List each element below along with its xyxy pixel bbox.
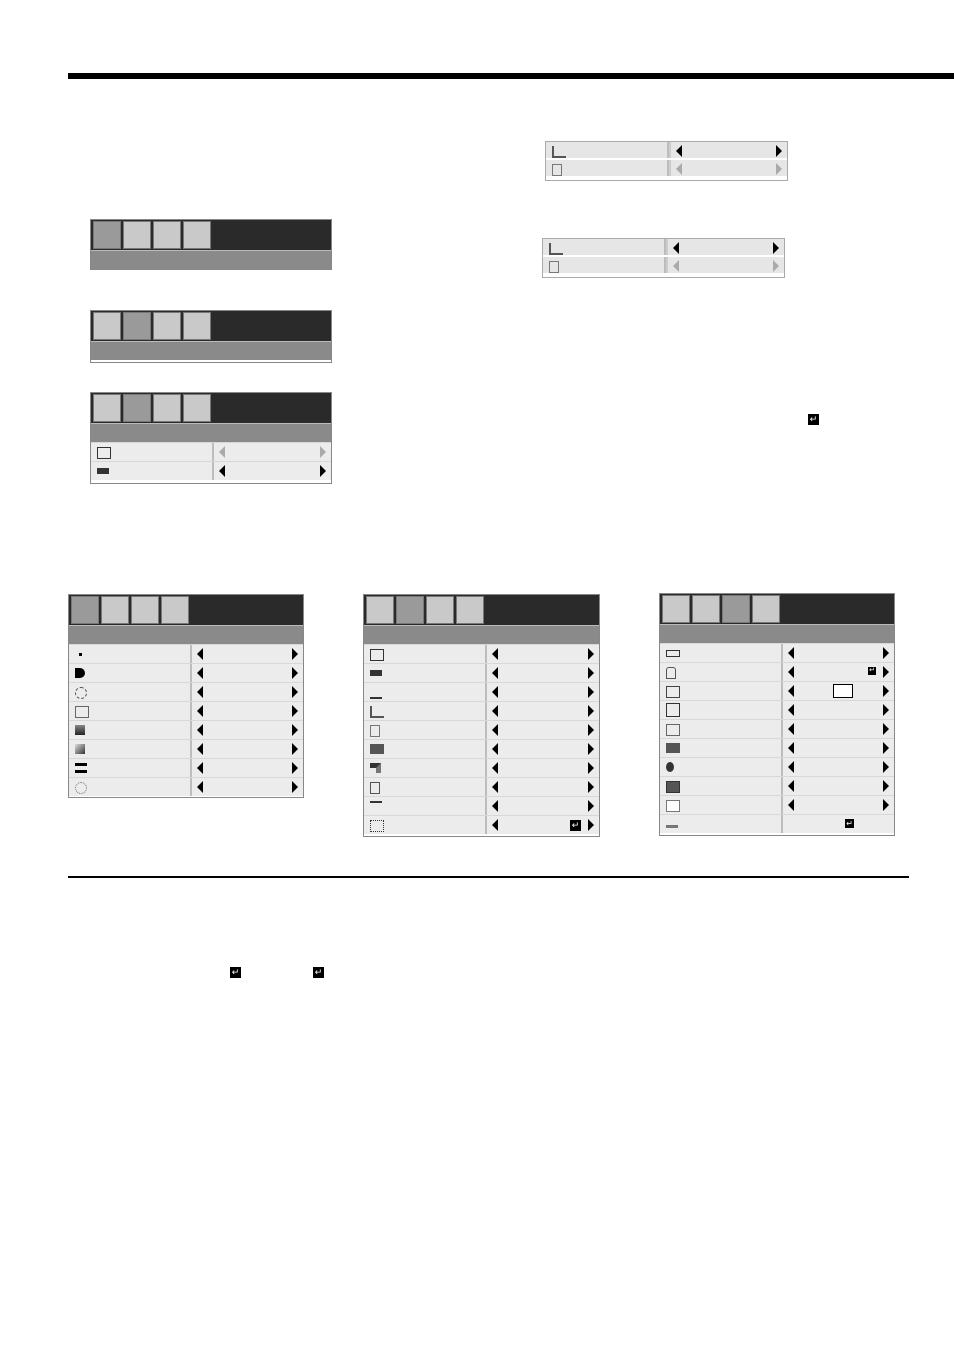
picture-adjust-icon[interactable]: [93, 312, 121, 340]
value-selector[interactable]: [669, 142, 787, 158]
row-label: [69, 759, 192, 777]
speech-bubble-icon[interactable]: [426, 596, 454, 624]
top-rule: [68, 73, 954, 79]
position-icon: [370, 649, 384, 661]
color-icon: [75, 725, 85, 735]
value-selector[interactable]: [666, 239, 784, 255]
enter-icon[interactable]: ↵: [869, 667, 875, 674]
left-arrow-icon[interactable]: [788, 742, 794, 754]
speech-bubble-icon[interactable]: [153, 221, 181, 249]
right-arrow-icon[interactable]: [588, 648, 594, 660]
value-selector[interactable]: [192, 683, 303, 701]
right-arrow-icon[interactable]: [588, 781, 594, 793]
image-position-icon[interactable]: [396, 596, 424, 624]
row-label: [543, 239, 666, 255]
left-arrow-icon[interactable]: [788, 647, 794, 659]
right-arrow-icon[interactable]: [776, 145, 782, 157]
aspect-icon: [97, 468, 109, 474]
value-selector[interactable]: [783, 758, 894, 776]
row-label: [69, 702, 192, 720]
row-label: [660, 777, 783, 795]
monitor-icon: [666, 724, 680, 736]
settings-box-icon[interactable]: [161, 596, 189, 624]
picture-adjust-icon[interactable]: [366, 596, 394, 624]
value-selector[interactable]: [666, 257, 784, 273]
right-arrow-icon[interactable]: [883, 780, 889, 792]
image-position-icon[interactable]: [101, 596, 129, 624]
color-temp-icon: [75, 706, 89, 718]
enter-icon[interactable]: ↵: [571, 820, 580, 830]
right-arrow-icon[interactable]: [773, 242, 779, 254]
lamp-icon: [666, 762, 674, 772]
picture-adjust-icon[interactable]: [662, 595, 690, 623]
row-label: [660, 739, 783, 757]
menu-image: [363, 594, 600, 837]
value-selector[interactable]: [487, 683, 599, 701]
row-label: [91, 443, 214, 461]
value-selector[interactable]: [192, 645, 303, 663]
enter-icon: ↵: [231, 967, 240, 977]
left-arrow-icon[interactable]: [673, 260, 679, 272]
value-selector[interactable]: [487, 759, 599, 777]
value-selector[interactable]: [192, 778, 303, 796]
right-arrow-icon[interactable]: [588, 724, 594, 736]
menu-title-bar: [364, 625, 599, 644]
left-arrow-icon[interactable]: [197, 686, 203, 698]
row-label: [364, 778, 487, 796]
row-label: [660, 663, 783, 681]
row-label: [69, 664, 192, 682]
section-rule: [68, 876, 909, 878]
dot-icon: [79, 653, 82, 656]
image-position-icon[interactable]: [123, 221, 151, 249]
left-arrow-icon[interactable]: [788, 704, 794, 716]
settings-box-icon[interactable]: [183, 221, 211, 249]
value-selector[interactable]: [669, 160, 787, 176]
right-arrow-icon[interactable]: [883, 742, 889, 754]
right-arrow-icon[interactable]: [776, 163, 782, 175]
blank-screen-icon: [666, 800, 680, 812]
row-label: [660, 796, 783, 814]
row-label: [91, 462, 214, 480]
keystone-store-icon: [552, 164, 562, 176]
menu-image-partial: [90, 392, 332, 484]
row-label: [660, 815, 783, 833]
value-selector[interactable]: [192, 759, 303, 777]
gamma-icon: [75, 782, 87, 794]
value-selector[interactable]: [214, 443, 331, 461]
left-arrow-icon[interactable]: [788, 685, 794, 697]
value-selector[interactable]: [214, 462, 331, 480]
grid-pattern-icon: [370, 820, 384, 832]
lock-icon: [666, 667, 676, 679]
reset-value[interactable]: [783, 815, 894, 833]
output-icon: [666, 781, 680, 793]
right-arrow-icon[interactable]: [883, 647, 889, 659]
settings-box-icon[interactable]: [183, 312, 211, 340]
left-arrow-icon[interactable]: [492, 648, 498, 660]
right-arrow-icon[interactable]: [883, 704, 889, 716]
row-label: [660, 720, 783, 738]
right-arrow-icon[interactable]: [883, 666, 889, 678]
reset-icon: [666, 821, 678, 828]
enter-icon[interactable]: ↵: [846, 819, 853, 828]
image-position-icon[interactable]: [123, 394, 151, 422]
tint-icon: [75, 744, 85, 754]
left-arrow-icon[interactable]: [492, 686, 498, 698]
multi-window-icon: [666, 703, 680, 717]
left-arrow-icon[interactable]: [492, 800, 498, 812]
menu-title-bar: [91, 423, 331, 442]
overlay-icon: [370, 763, 381, 773]
row-label: [364, 816, 487, 834]
left-arrow-icon[interactable]: [492, 724, 498, 736]
left-arrow-icon[interactable]: [197, 705, 203, 717]
settings-box-icon[interactable]: [752, 595, 780, 623]
left-arrow-icon[interactable]: [492, 667, 498, 679]
settings-box-icon[interactable]: [456, 596, 484, 624]
right-arrow-icon[interactable]: [292, 724, 298, 736]
row-label: [660, 644, 783, 662]
menu-title-bar: [91, 250, 331, 269]
left-arrow-icon[interactable]: [197, 667, 203, 679]
value-selector[interactable]: [783, 701, 894, 719]
row-label: [364, 664, 487, 682]
auto-position-icon: [370, 687, 382, 699]
row-label: [660, 682, 783, 700]
speech-bubble-icon[interactable]: [722, 595, 750, 623]
row-label: [69, 778, 192, 796]
right-arrow-icon[interactable]: [588, 800, 594, 812]
row-label: [364, 645, 487, 663]
mirror-icon: [370, 782, 380, 794]
left-arrow-icon[interactable]: [676, 145, 682, 157]
right-arrow-icon[interactable]: [883, 761, 889, 773]
value-selector[interactable]: [192, 721, 303, 739]
value-selector[interactable]: [192, 702, 303, 720]
menu-closed-2: [90, 310, 332, 363]
right-arrow-icon[interactable]: [588, 705, 594, 717]
left-arrow-icon[interactable]: [788, 666, 794, 678]
menu-display-icon: [666, 650, 680, 657]
row-label: [364, 702, 487, 720]
right-arrow-icon[interactable]: [588, 743, 594, 755]
value-selector[interactable]: [192, 664, 303, 682]
keystone-icon: [370, 706, 384, 718]
row-label: [364, 759, 487, 777]
settings-box-icon[interactable]: [183, 394, 211, 422]
row-label: [546, 160, 669, 176]
left-arrow-icon[interactable]: [492, 781, 498, 793]
left-arrow-icon[interactable]: [492, 819, 498, 831]
keystone-store-icon: [370, 725, 380, 737]
row-label: [364, 721, 487, 739]
left-arrow-icon[interactable]: [492, 705, 498, 717]
right-arrow-icon[interactable]: [883, 723, 889, 735]
menu-picture: [68, 594, 304, 798]
right-arrow-icon[interactable]: [292, 648, 298, 660]
row-label: [69, 721, 192, 739]
image-position-icon[interactable]: [692, 595, 720, 623]
position-icon: [97, 447, 111, 459]
image-position-icon[interactable]: [123, 312, 151, 340]
sharpness-icon: [75, 763, 87, 773]
menu-closed-1: [90, 219, 332, 270]
left-arrow-icon[interactable]: [219, 465, 225, 477]
menu-title-bar: [91, 341, 331, 360]
value-selector[interactable]: [487, 721, 599, 739]
menu-options: [659, 593, 895, 836]
row-label: [660, 701, 783, 719]
right-arrow-icon[interactable]: [292, 705, 298, 717]
contrast-icon: [75, 668, 85, 678]
value-selector[interactable]: [487, 702, 599, 720]
right-arrow-icon[interactable]: [588, 667, 594, 679]
right-arrow-icon[interactable]: [588, 819, 594, 831]
picture-adjust-icon[interactable]: [93, 221, 121, 249]
right-arrow-icon[interactable]: [292, 667, 298, 679]
right-arrow-icon[interactable]: [320, 465, 326, 477]
left-arrow-icon[interactable]: [492, 762, 498, 774]
speech-bubble-icon[interactable]: [153, 312, 181, 340]
row-label: [69, 740, 192, 758]
right-arrow-icon[interactable]: [773, 260, 779, 272]
row-label: [543, 257, 666, 273]
left-arrow-icon[interactable]: [788, 723, 794, 735]
enter-icon: ↵: [314, 967, 323, 977]
right-arrow-icon[interactable]: [883, 685, 889, 697]
menu-title-bar: [660, 624, 894, 643]
value-selector[interactable]: [487, 740, 599, 758]
aspect-icon: [370, 670, 382, 676]
left-arrow-icon[interactable]: [219, 446, 225, 458]
value-selector[interactable]: [487, 797, 599, 815]
right-arrow-icon[interactable]: [320, 446, 326, 458]
left-arrow-icon[interactable]: [676, 163, 682, 175]
startup-icon: [666, 686, 680, 698]
picture-adjust-icon[interactable]: [93, 394, 121, 422]
left-arrow-icon[interactable]: [197, 743, 203, 755]
right-arrow-icon[interactable]: [292, 743, 298, 755]
left-arrow-icon[interactable]: [197, 724, 203, 736]
window-value-icon: [833, 684, 853, 698]
left-arrow-icon[interactable]: [788, 799, 794, 811]
left-arrow-icon[interactable]: [673, 242, 679, 254]
value-selector[interactable]: [487, 664, 599, 682]
keystone-store-icon: [549, 261, 559, 273]
keystone-icon: [552, 146, 566, 158]
brightness-icon: [75, 687, 87, 699]
menu-title-bar: [69, 625, 303, 644]
keystone-strip-2: [542, 238, 785, 278]
value-selector[interactable]: [783, 663, 894, 681]
background-icon: [370, 744, 384, 754]
right-arrow-icon[interactable]: [292, 781, 298, 793]
row-label: [660, 758, 783, 776]
left-arrow-icon[interactable]: [788, 761, 794, 773]
left-arrow-icon[interactable]: [492, 743, 498, 755]
value-selector[interactable]: [783, 739, 894, 757]
value-selector[interactable]: [783, 796, 894, 814]
enter-icon: ↵: [809, 414, 818, 424]
row-label: [546, 142, 669, 158]
ceiling-mount-icon: [370, 801, 382, 809]
right-arrow-icon[interactable]: [588, 686, 594, 698]
value-selector[interactable]: [192, 740, 303, 758]
value-selector[interactable]: [487, 645, 599, 663]
picture-adjust-icon[interactable]: [71, 596, 99, 624]
value-selector[interactable]: [783, 682, 894, 700]
left-arrow-icon[interactable]: [788, 780, 794, 792]
left-arrow-icon[interactable]: [197, 762, 203, 774]
value-selector[interactable]: [487, 816, 599, 834]
left-arrow-icon[interactable]: [197, 648, 203, 660]
speech-bubble-icon[interactable]: [153, 394, 181, 422]
left-arrow-icon[interactable]: [197, 781, 203, 793]
screen-color-icon: [666, 743, 680, 753]
keystone-strip-1: [545, 141, 788, 181]
row-label: [364, 683, 487, 701]
value-selector[interactable]: [783, 644, 894, 662]
row-label: [69, 645, 192, 663]
value-selector[interactable]: [783, 720, 894, 738]
value-selector[interactable]: [487, 778, 599, 796]
right-arrow-icon[interactable]: [292, 762, 298, 774]
keystone-icon: [549, 243, 563, 255]
row-label: [69, 683, 192, 701]
value-selector[interactable]: [783, 777, 894, 795]
row-label: [364, 740, 487, 758]
right-arrow-icon[interactable]: [588, 762, 594, 774]
right-arrow-icon[interactable]: [292, 686, 298, 698]
right-arrow-icon[interactable]: [883, 799, 889, 811]
row-label: [364, 797, 487, 815]
speech-bubble-icon[interactable]: [131, 596, 159, 624]
